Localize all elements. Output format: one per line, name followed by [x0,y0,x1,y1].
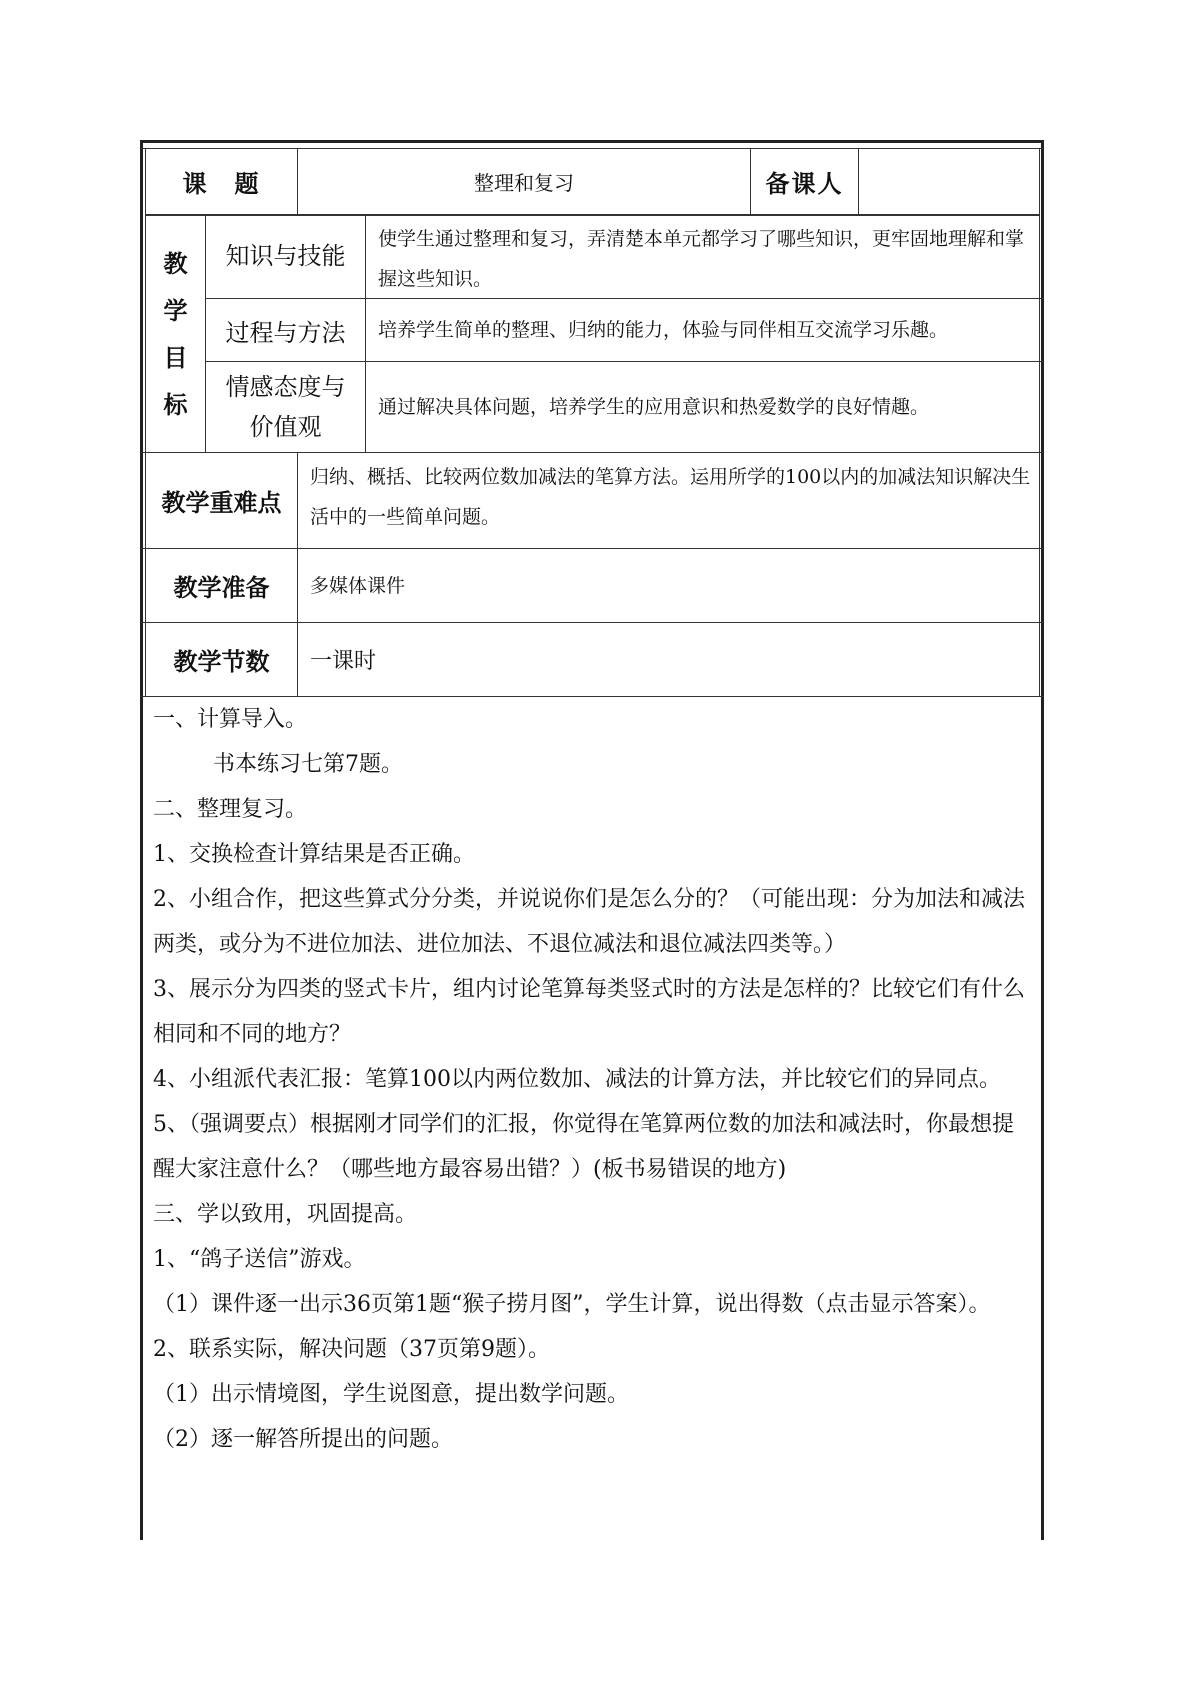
objectives-char: 标 [163,390,188,419]
process-line: 1、“鸽子送信”游戏。 [153,1247,366,1272]
process-line: （2）逐一解答所提出的问题。 [153,1427,453,1452]
objective-text-knowledge: 使学生通过整理和复习，弄清楚本单元都学习了哪些知识，更牢固地理解和掌握这些知识。 [378,228,1025,290]
objective-label-knowledge: 知识与技能 [225,242,346,270]
process-line: 3、展示分为四类的竖式卡片，组内讨论笔算每类竖式时的方法是怎样的？比较它们有什么相同和不同的地方？ [153,977,1026,1047]
preparer-label: 备课人 [765,169,844,198]
objectives-group-label [146,216,205,452]
subject-label: 课 题 [182,169,261,198]
process-line: 2、联系实际，解决问题（37页第9题）。 [153,1337,550,1362]
objectives-char: 学 [163,296,188,325]
process-line: 4、小组派代表汇报：笔算100以内两位数加、减法的计算方法，并比较它们的异同点。 [153,1067,1001,1092]
process-line: 1、交换检查计算结果是否正确。 [153,842,475,867]
process-line: 5、（强调要点）根据刚才同学们的汇报，你觉得在笔算两位数的加法和减法时，你最想提醒大家注意什么？（哪些地方最容易出错？）(板书易错误的地方) [153,1112,1015,1182]
col-divider [1039,148,1040,696]
process-line: （1）课件逐一出示36页第1题“猴子捞月图”，学生计算，说出得数（点击显示答案）。 [153,1292,991,1317]
lesson-count-label: 教学节数 [173,647,270,676]
process-line: 2、小组合作，把这些算式分分类，并说说你们是怎么分的？（可能出现：分为加法和减法两类，或分为不进位加法、进位加法、不退位减法和退位减法四类等。） [153,887,1026,957]
teaching-process [153,697,1035,1462]
process-line: 一、计算导入。 [153,707,308,732]
subject-value: 整理和复习 [474,171,574,195]
lesson-count-text: 一课时 [310,649,377,674]
preparer-value [859,149,1039,214]
objective-label-process: 过程与方法 [225,318,346,347]
key-points-text: 归纳、概括、比较两位数加减法的笔算方法。运用所学的100以内的加减法知识解决生活中的一些简单问题。 [310,466,1031,528]
preparation-label: 教学准备 [173,573,270,602]
process-line: 二、整理复习。 [153,797,308,822]
process-line: 三、学以致用，巩固提高。 [153,1202,418,1227]
process-line: （1）出示情境图，学生说图意，提出数学问题。 [153,1382,629,1407]
preparation-text: 多媒体课件 [310,574,406,597]
objective-text-process: 培养学生简单的整理、归纳的能力，体验与同伴相互交流学习乐趣。 [378,319,949,341]
objectives-char: 目 [163,343,188,372]
objectives-char: 教 [163,249,188,278]
objective-label-line: 情感态度与 [225,373,346,401]
key-points-label: 教学重难点 [161,488,282,517]
process-line: 书本练习七第7题。 [213,752,403,777]
objective-text-attitude: 通过解决具体问题，培养学生的应用意识和热爱数学的良好情趣。 [378,396,930,418]
objective-label-attitude [206,362,365,452]
objective-label-line: 价值观 [249,413,322,441]
